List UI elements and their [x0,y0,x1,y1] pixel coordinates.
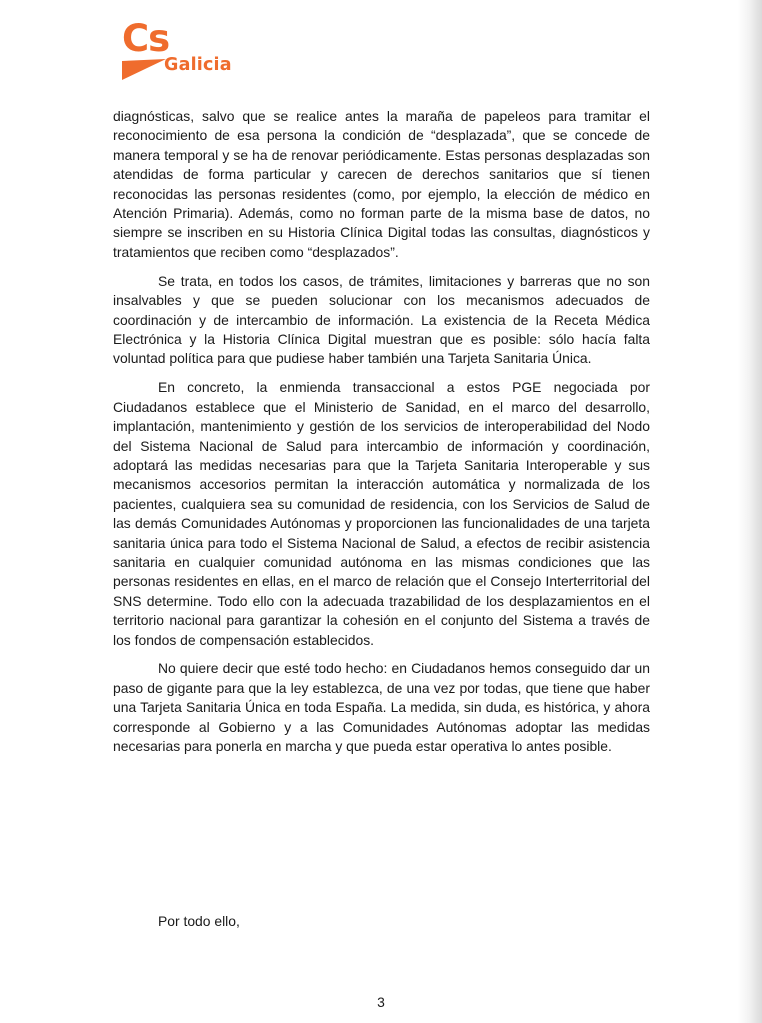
paragraph-continuation: diagnósticas, salvo que se realice antes la maraña de papeleos para tramitar el reconocimiento de esa persona la condición de “desplazada”, que se concede de manera temporal y se ha de renovar periódicamente. Estas personas desplazadas son atendidas de forma particular y carecen de derechos sanitarios que sí tienen reconocidas las personas residentes (como, por ejemplo, la elección de médico en Atención Primaria). Además, como no forman parte de la misma base de datos, no siempre se inscriben en su Historia Clínica Digital todas las consultas, diagnósticos y tratamientos que reciben como “desplazados”. [113,108,650,260]
page-shadow [738,0,762,1023]
paragraph: En concreto, la enmienda transaccional a estos PGE negociada por Ciudadanos establece que el Ministerio de Sanidad, en el marco del desarrollo, implantación, mantenimiento y gestión de los servicios de interoperabilidad del Nodo del Sistema Nacional de Salud para intercambio de información y coordinación, adoptará las medidas necesarias para que la Tarjeta Sanitaria Interoperable y sus mecanismos accesorios permitan la interacción automática y normalizada de los pacientes, cualquiera sea su comunidad de residencia, con los Servicios de Salud de las demás Comunidades Autónomas y proporcionen las funcionalidades de una tarjeta sanitaria única para todo el Sistema Nacional de Salud, a efectos de recibir asistencia sanitaria en cualquier comunidad autónoma en las mismas condiciones que las personas residentes en ellas, en el marco de relación que el Consejo Interterritorial del SNS determine. Todo ello con la adecuada trazabilidad de los desplazamientos en el territorio nacional para garantizar la cohesión en el conjunto del Sistema a través de los fondos de compensación establecidos. [113,379,650,648]
document-body [113,107,650,766]
paragraph: No quiere decir que esté todo hecho: en Ciudadanos hemos conseguido dar un paso de gigante para que la ley establezca, de una vez por todas, que tiene que haber una Tarjeta Sanitaria Única en toda España. La medida, sin duda, es histórica, y ahora corresponde al Gobierno y a las Comunidades Autónomas adoptar las medidas necesarias para ponerla en marcha y que pueda estar operativa lo antes posible. [113,660,650,755]
closing-line: Por todo ello, [158,913,240,929]
logo-region-text: Galicia [164,55,232,75]
logo-wing-icon [122,57,166,80]
cs-galicia-logo [122,17,262,84]
page-number: 3 [377,994,385,1010]
logo-cs-text: Cs [122,17,170,60]
paragraph: Se trata, en todos los casos, de trámites, limitaciones y barreras que no son insalvables y que se pueden solucionar con los mecanismos adecuados de coordinación y de intercambio de información. La existencia de la Receta Médica Electrónica y la Historia Clínica Digital muestran que es posible: sólo hacía falta voluntad política para que pudiese haber también una Tarjeta Sanitaria Única. [113,272,650,367]
logo-wing-shape [122,59,166,80]
